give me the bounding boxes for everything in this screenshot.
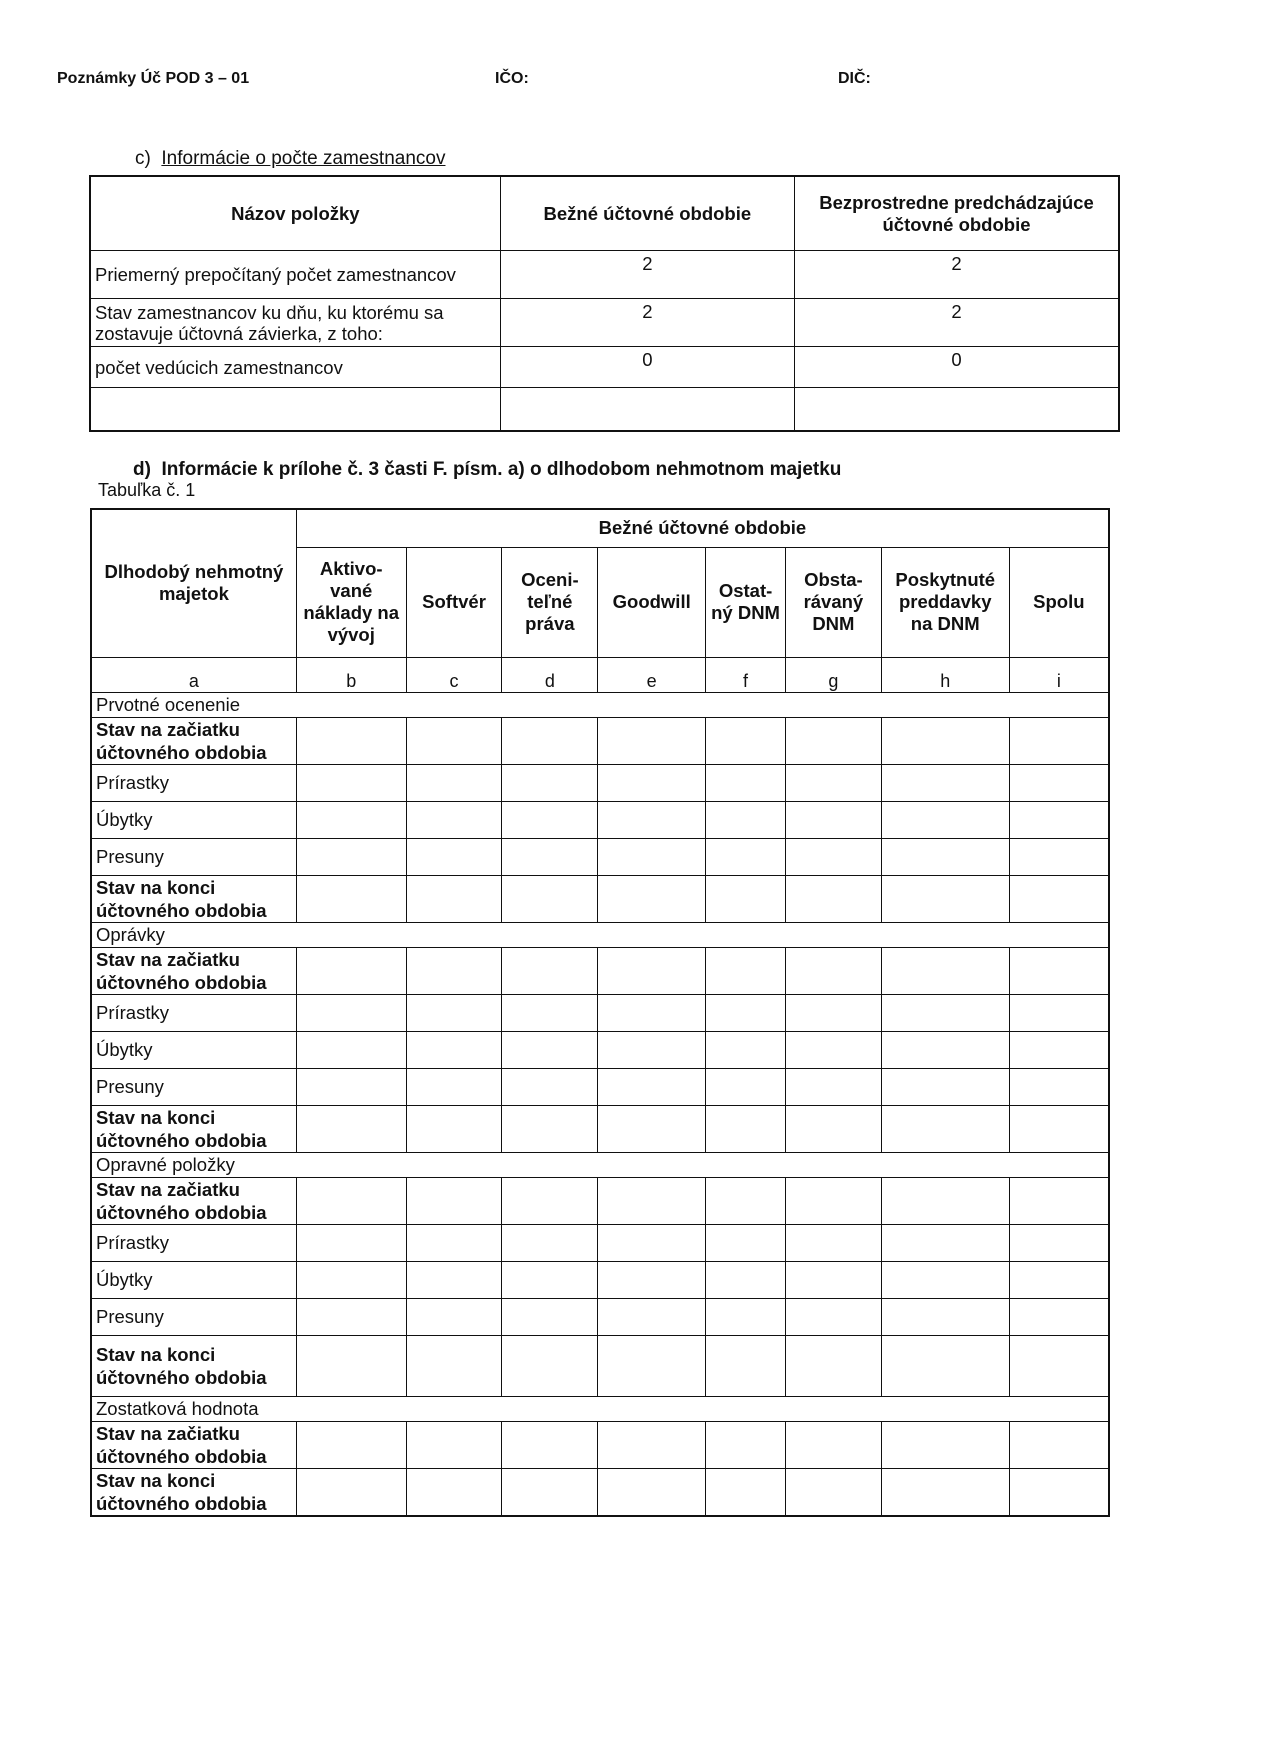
value-cell	[785, 875, 881, 922]
period-header: Bežné účtovné obdobie	[296, 509, 1109, 547]
table-note: Tabuľka č. 1	[98, 480, 196, 500]
value-cell	[296, 1177, 406, 1224]
row-label: Prírastky	[91, 1224, 296, 1261]
value-cell	[785, 1468, 881, 1516]
value-cell	[881, 1298, 1009, 1335]
column-letter: d	[502, 657, 598, 692]
value-cell	[598, 1298, 706, 1335]
value-cell	[502, 1261, 598, 1298]
value-cell	[406, 1031, 502, 1068]
value-cell	[881, 1261, 1009, 1298]
value-cell	[706, 717, 786, 764]
value-cell	[598, 994, 706, 1031]
value-cell	[881, 1335, 1009, 1396]
value-cell	[406, 1298, 502, 1335]
group-row	[91, 1396, 1109, 1421]
value-cell	[598, 1421, 706, 1468]
row-header: Dlhodobý nehmotný majetok	[91, 509, 296, 657]
value-cell	[1009, 1298, 1109, 1335]
row-label: Stav na začiatku účtovného obdobia	[91, 1421, 296, 1468]
value-cell	[1009, 764, 1109, 801]
value-cell	[296, 838, 406, 875]
value-cell	[406, 1468, 502, 1516]
group-row	[91, 692, 1109, 717]
row-label: Stav na konci účtovného obdobia	[91, 875, 296, 922]
current-value	[500, 388, 794, 431]
value-cell	[881, 1068, 1009, 1105]
value-cell	[881, 1421, 1009, 1468]
value-cell	[785, 1105, 881, 1152]
value-cell	[706, 1421, 786, 1468]
value-cell	[785, 1177, 881, 1224]
value-cell	[881, 1468, 1009, 1516]
value-cell	[1009, 1068, 1109, 1105]
current-value: 0	[500, 347, 794, 388]
value-cell	[881, 1177, 1009, 1224]
value-cell	[598, 1335, 706, 1396]
value-cell	[296, 1421, 406, 1468]
value-cell	[706, 1335, 786, 1396]
value-cell	[502, 764, 598, 801]
value-cell	[598, 1468, 706, 1516]
table-row	[91, 1068, 1109, 1105]
section-c-heading	[135, 148, 445, 170]
col-advances-dnm: Poskytnuté preddavky na DNM	[881, 547, 1009, 657]
value-cell	[706, 1031, 786, 1068]
value-cell	[785, 801, 881, 838]
value-cell	[598, 1177, 706, 1224]
table-row	[91, 717, 1109, 764]
value-cell	[1009, 1261, 1109, 1298]
row-label: Úbytky	[91, 801, 296, 838]
column-letter: a	[91, 657, 296, 692]
value-cell	[406, 1421, 502, 1468]
value-cell	[881, 875, 1009, 922]
value-cell	[881, 1224, 1009, 1261]
group-label: Opravné položky	[91, 1152, 1109, 1177]
value-cell	[706, 838, 786, 875]
value-cell	[406, 801, 502, 838]
row-label: Stav na začiatku účtovného obdobia	[91, 717, 296, 764]
value-cell	[598, 1105, 706, 1152]
value-cell	[785, 1298, 881, 1335]
value-cell	[1009, 801, 1109, 838]
value-cell	[296, 1031, 406, 1068]
value-cell	[881, 1105, 1009, 1152]
value-cell	[406, 1105, 502, 1152]
column-letter: h	[881, 657, 1009, 692]
col-dev-costs: Aktivo-vané náklady na vývoj	[296, 547, 406, 657]
section-d-heading	[133, 459, 841, 481]
table-row	[90, 347, 1119, 388]
col-software: Softvér	[406, 547, 502, 657]
value-cell	[1009, 1031, 1109, 1068]
row-label: Úbytky	[91, 1261, 296, 1298]
col-goodwill: Goodwill	[598, 547, 706, 657]
value-cell	[1009, 717, 1109, 764]
table-row	[90, 388, 1119, 431]
value-cell	[598, 764, 706, 801]
value-cell	[1009, 1177, 1109, 1224]
group-label: Oprávky	[91, 922, 1109, 947]
row-label	[90, 388, 500, 431]
value-cell	[598, 1261, 706, 1298]
value-cell	[785, 838, 881, 875]
value-cell	[785, 764, 881, 801]
value-cell	[502, 1068, 598, 1105]
value-cell	[296, 1335, 406, 1396]
value-cell	[881, 801, 1009, 838]
value-cell	[785, 1068, 881, 1105]
table-row	[91, 801, 1109, 838]
row-label: Prírastky	[91, 764, 296, 801]
value-cell	[502, 875, 598, 922]
value-cell	[406, 764, 502, 801]
row-label: Stav na začiatku účtovného obdobia	[91, 947, 296, 994]
employees-table	[89, 175, 1120, 432]
col-acquired-dnm: Obsta-rávaný DNM	[785, 547, 881, 657]
value-cell	[598, 838, 706, 875]
value-cell	[296, 875, 406, 922]
value-cell	[785, 1335, 881, 1396]
group-row	[91, 1152, 1109, 1177]
value-cell	[881, 838, 1009, 875]
table-row	[91, 1224, 1109, 1261]
value-cell	[1009, 1421, 1109, 1468]
value-cell	[296, 1068, 406, 1105]
dic-label: DIČ:	[838, 70, 871, 87]
row-label: Stav zamestnancov ku dňu, ku ktorému sa zostavuje účtovná závierka, z toho:	[90, 299, 500, 347]
value-cell	[706, 1468, 786, 1516]
value-cell	[785, 717, 881, 764]
column-letter: i	[1009, 657, 1109, 692]
value-cell	[406, 838, 502, 875]
table-row	[91, 1177, 1109, 1224]
value-cell	[785, 947, 881, 994]
value-cell	[1009, 1468, 1109, 1516]
table-row	[91, 1421, 1109, 1468]
value-cell	[881, 947, 1009, 994]
value-cell	[296, 1298, 406, 1335]
value-cell	[881, 764, 1009, 801]
value-cell	[598, 717, 706, 764]
value-cell	[502, 994, 598, 1031]
col-current-period: Bežné účtovné obdobie	[500, 176, 794, 251]
value-cell	[406, 994, 502, 1031]
row-label: Prírastky	[91, 994, 296, 1031]
current-value: 2	[500, 251, 794, 299]
value-cell	[706, 947, 786, 994]
table-row	[90, 251, 1119, 299]
section-d-prefix: d)	[133, 459, 151, 480]
value-cell	[406, 1261, 502, 1298]
value-cell	[1009, 947, 1109, 994]
col-other-dnm: Ostat-ný DNM	[706, 547, 786, 657]
group-row	[91, 922, 1109, 947]
value-cell	[406, 875, 502, 922]
value-cell	[785, 1224, 881, 1261]
section-d-title: Informácie k prílohe č. 3 časti F. písm. a) o dlhodobom nehmotnom majetku	[161, 459, 842, 480]
value-cell	[598, 1031, 706, 1068]
value-cell	[502, 801, 598, 838]
table-row	[91, 1261, 1109, 1298]
col-valuable-rights: Oceni-teľné práva	[502, 547, 598, 657]
form-code: Poznámky Úč POD 3 – 01	[57, 70, 250, 87]
row-label: počet vedúcich zamestnancov	[90, 347, 500, 388]
value-cell	[785, 994, 881, 1031]
value-cell	[881, 994, 1009, 1031]
value-cell	[598, 801, 706, 838]
value-cell	[785, 1421, 881, 1468]
previous-value	[795, 388, 1119, 431]
value-cell	[502, 1224, 598, 1261]
col-total: Spolu	[1009, 547, 1109, 657]
row-label: Stav na začiatku účtovného obdobia	[91, 1177, 296, 1224]
value-cell	[296, 801, 406, 838]
value-cell	[706, 1177, 786, 1224]
value-cell	[1009, 875, 1109, 922]
column-letter: f	[706, 657, 786, 692]
value-cell	[706, 801, 786, 838]
value-cell	[706, 994, 786, 1031]
row-label: Úbytky	[91, 1031, 296, 1068]
table-row	[90, 299, 1119, 347]
row-label: Presuny	[91, 1298, 296, 1335]
value-cell	[1009, 1224, 1109, 1261]
value-cell	[502, 1177, 598, 1224]
value-cell	[1009, 994, 1109, 1031]
value-cell	[502, 1105, 598, 1152]
row-label: Stav na konci účtovného obdobia	[91, 1105, 296, 1152]
value-cell	[296, 717, 406, 764]
value-cell	[706, 875, 786, 922]
table-row	[91, 875, 1109, 922]
ico-label: IČO:	[495, 70, 529, 87]
value-cell	[406, 1177, 502, 1224]
value-cell	[785, 1031, 881, 1068]
value-cell	[406, 1224, 502, 1261]
value-cell	[706, 1224, 786, 1261]
value-cell	[1009, 1335, 1109, 1396]
section-c-prefix: c)	[135, 148, 151, 169]
row-label: Stav na konci účtovného obdobia	[91, 1335, 296, 1396]
group-label: Zostatková hodnota	[91, 1396, 1109, 1421]
value-cell	[296, 1105, 406, 1152]
group-label: Prvotné ocenenie	[91, 692, 1109, 717]
col-item-name: Názov položky	[90, 176, 500, 251]
column-letter: e	[598, 657, 706, 692]
value-cell	[502, 1298, 598, 1335]
value-cell	[598, 1224, 706, 1261]
value-cell	[296, 1468, 406, 1516]
value-cell	[502, 1335, 598, 1396]
value-cell	[598, 875, 706, 922]
col-previous-period: Bezprostredne predchádzajúce účtovné obdobie	[795, 176, 1119, 251]
value-cell	[706, 764, 786, 801]
row-label: Priemerný prepočítaný počet zamestnancov	[90, 251, 500, 299]
value-cell	[296, 764, 406, 801]
table-row	[91, 838, 1109, 875]
column-letter: g	[785, 657, 881, 692]
table-row	[91, 1031, 1109, 1068]
value-cell	[502, 838, 598, 875]
table-row	[91, 1335, 1109, 1396]
value-cell	[406, 1335, 502, 1396]
value-cell	[406, 947, 502, 994]
value-cell	[706, 1105, 786, 1152]
table-row	[91, 764, 1109, 801]
value-cell	[881, 1031, 1009, 1068]
table-row	[91, 947, 1109, 994]
value-cell	[406, 717, 502, 764]
section-c-title: Informácie o počte zamestnancov	[161, 148, 446, 169]
intangible-assets-table	[90, 508, 1110, 1517]
value-cell	[706, 1261, 786, 1298]
value-cell	[598, 947, 706, 994]
value-cell	[706, 1298, 786, 1335]
table-row	[91, 1468, 1109, 1516]
row-label: Stav na konci účtovného obdobia	[91, 1468, 296, 1516]
table-row	[91, 1298, 1109, 1335]
previous-value: 2	[795, 299, 1119, 347]
row-label: Presuny	[91, 838, 296, 875]
table-row	[91, 994, 1109, 1031]
value-cell	[1009, 838, 1109, 875]
value-cell	[785, 1261, 881, 1298]
value-cell	[296, 947, 406, 994]
previous-value: 2	[795, 251, 1119, 299]
value-cell	[296, 1261, 406, 1298]
value-cell	[502, 1421, 598, 1468]
column-letter: b	[296, 657, 406, 692]
value-cell	[502, 1031, 598, 1068]
value-cell	[502, 947, 598, 994]
value-cell	[706, 1068, 786, 1105]
value-cell	[296, 994, 406, 1031]
value-cell	[1009, 1105, 1109, 1152]
column-letter: c	[406, 657, 502, 692]
current-value: 2	[500, 299, 794, 347]
row-label: Presuny	[91, 1068, 296, 1105]
value-cell	[406, 1068, 502, 1105]
value-cell	[881, 717, 1009, 764]
value-cell	[296, 1224, 406, 1261]
value-cell	[502, 717, 598, 764]
previous-value: 0	[795, 347, 1119, 388]
value-cell	[502, 1468, 598, 1516]
value-cell	[598, 1068, 706, 1105]
table-row	[91, 1105, 1109, 1152]
